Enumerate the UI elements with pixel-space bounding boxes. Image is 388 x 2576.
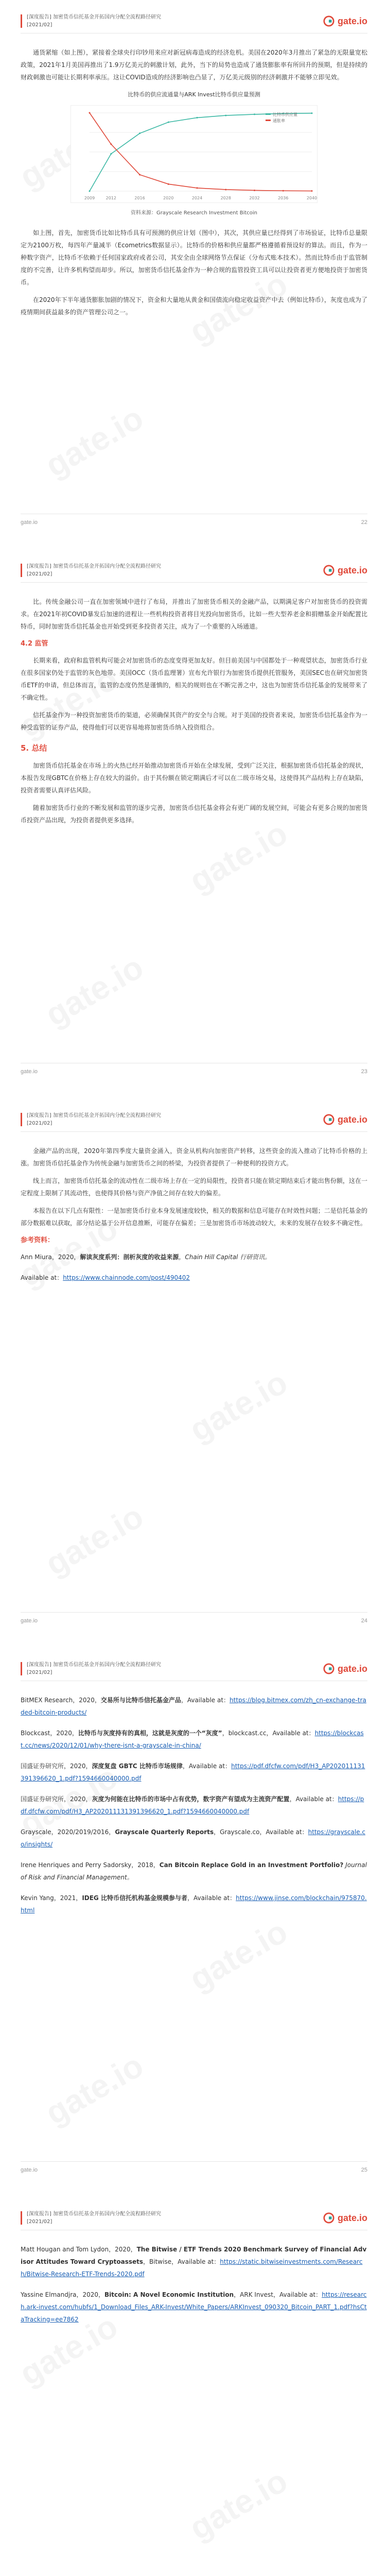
paragraph: 信托基金作为一种投资加密货币的渠道，必须确保其资产的安全与合规。对于美国的投资者来说，加密货币信托基金作为一种受监管的证券产品，使得他们可以更容易地将加密货币纳入投资组合。 xyxy=(21,711,367,731)
reference-title: IDEG 比特币信托机构基金规模参与者 xyxy=(82,1894,187,1902)
reference-title: Can Bitcoin Replace Gold in an Investment Portfolio? xyxy=(159,1861,344,1869)
chart-container xyxy=(70,105,318,203)
watermark xyxy=(183,1912,294,1998)
data-point xyxy=(168,122,169,123)
report-title: [深度报告] 加密货币信托基金开拓国内分配全流程路径研究 xyxy=(27,564,161,569)
reference-link[interactable]: https://pdf.dfcfw.com/pdf/H3_AP202011131391396620_1.pdf?1594660040000.pdf xyxy=(21,1795,364,1815)
section-subheading: 参考资料： xyxy=(21,1236,55,1244)
reference-source: Journal of Risk and Financial Management。 xyxy=(21,1861,367,1881)
reference-text: ，Bitwise，Available at： xyxy=(143,2258,220,2265)
document-page xyxy=(0,2197,388,2576)
header-accent-bar xyxy=(21,1662,22,1675)
report-title: [深度报告] 加密货币信托基金开拓国内分配全流程路径研究 xyxy=(27,14,161,20)
data-point xyxy=(254,190,255,191)
report-date: [2021/02] xyxy=(27,1121,52,1126)
data-point xyxy=(254,113,255,115)
data-point xyxy=(139,174,140,176)
reference-source: ，Chain Hill Capital 行研资讯。 xyxy=(179,1253,271,1261)
report-date: [2021/02] xyxy=(27,571,52,577)
reference-entry xyxy=(21,1694,367,1719)
footer-site[interactable]: gate.io xyxy=(21,1618,38,1624)
paragraph: 如上图，首先，加密货币比如比特币具有可预测的供应计划（图中），其次，其供应量已经得到了市场验证，比特币总量限定为2100万枚，每四年产量减半（Ecometrics数据显示）。比特币的价格和供应量都严格遵循着预设好的算法。而且，作为一种数字资产，比特币不依赖于任何国家政府或者公司，其安全由全球网络节点保证（分布式账本技术）。然而比特币由于监管制度的不完善，让许多机构望而却步。所以，加密货币信托基金作为一种合规的监管投资工具可以让投资者更方便地投资于加密货币。 xyxy=(21,229,367,286)
report-date: [2021/02] xyxy=(27,2219,52,2225)
watermark xyxy=(39,1497,150,1583)
reference-title: Bitcoin: A Novel Economic Institution xyxy=(104,2291,234,2298)
document-page xyxy=(0,0,388,549)
data-point xyxy=(168,183,169,185)
paragraph: 金融产品的出现，2020年第四季度大量资金涌入，资金从机构向加密资产转移，这些资金的流入推动了比特币价格的上涨。加密货币信托基金作为传统金融与加密货币之间的桥梁，为投资者提供了一种便利的投资方式。 xyxy=(21,1147,367,1167)
data-point xyxy=(139,132,140,134)
page-header xyxy=(27,1661,253,1676)
footer-site[interactable]: gate.io xyxy=(21,519,38,526)
paragraph: 加密货币信托基金在市场上的火热已经开始推动加密货币开始在全球发展，受到广泛关注，根据加密货币信托基金的现状，本报告发现GBTC在价格上存在较大的溢价。由于其份额在锁定期满后才可以在二级市场交易，这使得其产品结构上存在缺陷，投资者需要认真评估风险。 xyxy=(21,762,367,794)
paragraph: 本报告在以下几点有限性：一是加密货币行业本身发展速度较快，相关的数据和信息可能存在时效性问题；二是信托基金的部分数据难以获取，部分结论基于公开信息推断，可能存在偏差；三是加密货币市场波动较大，未来的发展存在较多不确定性。 xyxy=(21,1207,367,1227)
supply-chart xyxy=(71,106,318,204)
gate-logo-icon xyxy=(323,1114,334,1125)
reference-entry xyxy=(21,1793,367,1818)
data-point xyxy=(110,153,112,155)
reference-text: Blockcast，2020， xyxy=(21,1730,78,1737)
figure-source: 资料来源：Grayscale Research Investment Bitcoin xyxy=(130,210,257,216)
reference-title: 灰度为何能在比特币的市场中占有优势，数字资产有望成为主流资产配置 xyxy=(92,1795,290,1803)
reference-text: Ann Miura，2020， xyxy=(21,1253,80,1261)
paragraph: 比。传统金融公司一直在加密领域中进行了布局，并推出了加密货币相关的金融产品，以期满足客户对加密货币的投资需求。在2021年初COVID暴发后加速的进程让一些机构投资者将目光投向加密货币，比如一些大型养老金和捐赠基金开始配置比特币，同时加密货币信托基金也开始受到更多投资者关注，成为了一个重要的入场通道。 xyxy=(21,598,367,630)
footer-divider xyxy=(21,2161,367,2162)
page-header xyxy=(27,1112,253,1127)
page-number: 24 xyxy=(361,1618,367,1624)
reference-text: ，Available at： xyxy=(187,1894,236,1902)
reference-text: 国盛证券研究所，2020， xyxy=(21,1795,92,1803)
brand-name: gate.io xyxy=(337,2212,367,2223)
brand-name: gate.io xyxy=(337,15,367,26)
section-subheading: 4.2 监管 xyxy=(21,640,48,648)
brand-name: gate.io xyxy=(337,1114,367,1125)
header-accent-bar xyxy=(21,14,22,28)
report-title: [深度报告] 加密货币信托基金开拓国内分配全流程路径研究 xyxy=(27,1662,161,1668)
header-accent-bar xyxy=(21,2211,22,2225)
data-point xyxy=(311,112,313,114)
reference-text: Yassine Elmandjra，2020， xyxy=(21,2291,105,2298)
x-tick-label: 2012 xyxy=(105,196,116,200)
reference-link[interactable]: https://research.ark-invest.com/hubfs/1_Download_Files_ARK-Invest/White_Papers/ARKInvest_090320_Bitcoin_PART_1.pdf?hsCtaTracking=ee7862 xyxy=(21,2291,367,2323)
x-tick-label: 2020 xyxy=(163,196,174,200)
reference-entry xyxy=(21,2243,367,2280)
reference-text: ，blockcast.cc，Available at： xyxy=(222,1730,315,1737)
reference-title: The Bitwise / ETF Trends 2020 Benchmark Survey of Financial Advisor Attitudes Toward Cryptoassets xyxy=(21,2246,367,2265)
header-divider xyxy=(21,582,367,583)
data-point xyxy=(283,190,284,192)
document-page xyxy=(0,549,388,1098)
figure-title: 比特币的供应流通量与ARK Invest比特币供应量预测 xyxy=(128,91,260,98)
data-point xyxy=(89,112,91,114)
reference-text: Available at： xyxy=(21,1274,63,1281)
reference-link[interactable]: https://pdf.dfcfw.com/pdf/H3_AP202011131391396620_1.pdf?1594660040000.pdf xyxy=(21,1762,365,1782)
page-header xyxy=(27,13,253,29)
reference-link[interactable]: https://static.bitwiseinvestments.com/Research/Bitwise-Research-ETF-Trends-2020.pdf xyxy=(21,2258,363,2278)
paragraph: 长期来看，政府和监管机构可能会对加密货币的态度变得更加友好。但目前美国与中国都处于一种观望状态，加密货币行业在很多国家仍处于监管的灰色地带。美国OCC（货币监理署）宣布允许银行为加密货币提供托管服务，美国SEC也在研究加密货币ETF的申请，但总体而言，监管的态度仍然是谨慎的，相关的规则也在不断完善之中，这也为加密货币信托基金的发展带来了不确定性。 xyxy=(21,657,367,701)
page-content xyxy=(21,2243,367,2334)
data-point xyxy=(225,189,226,190)
reference-text: 国盛证券研究所，2020， xyxy=(21,1762,92,1770)
reference-text: Matt Hougan and Tom Lydon，2020， xyxy=(21,2246,137,2253)
watermark xyxy=(183,2461,294,2547)
gate-logo-icon xyxy=(323,2212,334,2224)
reference-link[interactable]: https://grayscale.co/insights/ xyxy=(21,1828,366,1848)
brand-name: gate.io xyxy=(337,565,367,575)
data-point xyxy=(311,190,313,192)
page-number: 22 xyxy=(361,519,367,526)
reference-text: Kevin Yang，2021， xyxy=(21,1894,82,1902)
page-content xyxy=(21,46,367,324)
reference-text: ，Available at： xyxy=(182,1762,232,1770)
paragraph: 线上而言，加密货币信托基金的流动性在二级市场上存在一定的局限性，投资者只能在锁定期结束后才能出售份额，这在一定程度上限制了其流动性，也使得其价格与资产净值之间存在较大的偏差。 xyxy=(21,1177,367,1197)
reference-entry xyxy=(21,1859,367,1884)
paragraph: 在2020年下半年通货膨胀加剧的情况下，资金和大量地从黄金和国债流向稳定收益资产中去（例如比特币），灰度也成为了疫情期间获益最多的资产管理公司之一。 xyxy=(21,296,367,316)
legend-label: 通胀率 xyxy=(273,118,285,123)
report-date: [2021/02] xyxy=(27,22,52,28)
report-title: [深度报告] 加密货币信托基金开拓国内分配全流程路径研究 xyxy=(27,2211,161,2217)
reference-title: 比特币与灰度持有的真相，这就是灰度的一个“灰度” xyxy=(78,1730,222,1737)
x-tick-label: 2036 xyxy=(278,196,289,200)
gate-logo-icon xyxy=(323,15,334,27)
reference-text: ，Available at： xyxy=(181,1697,230,1704)
watermark xyxy=(39,398,150,484)
footer-site[interactable]: gate.io xyxy=(21,1069,38,1075)
legend-swatch xyxy=(266,113,271,115)
document-page xyxy=(0,1648,388,2197)
reference-text: ，ARK Invest，Available at： xyxy=(234,2291,322,2298)
page-content xyxy=(21,596,367,832)
header-divider xyxy=(21,1131,367,1132)
brand-name: gate.io xyxy=(337,1663,367,1674)
reference-title: 交易所与比特币信托基金产品 xyxy=(100,1697,181,1704)
page-number: 23 xyxy=(361,1069,367,1075)
x-tick-label: 2024 xyxy=(191,196,203,200)
brand-logo[interactable] xyxy=(323,564,367,577)
x-tick-label: 2016 xyxy=(134,196,145,200)
footer-site[interactable]: gate.io xyxy=(21,2167,38,2173)
reference-text: ，Available at： xyxy=(289,1795,338,1803)
x-tick-label: 2040 xyxy=(306,196,318,200)
paragraph: 随着加密货币行业的不断发展和监管的逐步完善，加密货币信托基金将会有更广阔的发展空间，可能会有更多合规的加密货币投资产品出现，为投资者提供更多选择。 xyxy=(21,804,367,824)
page-number: 25 xyxy=(361,2167,367,2173)
watermark xyxy=(39,947,150,1033)
paragraph: 通货紧缩（如上图），紧接着全球央行印钞用来应对新冠病毒造成的经济危机。美国在2020年3月推出了紧急的无限量宽松政策，2021年1月美国再推出了1.9万亿美元的刺激计划，此外，当下的局势也造成了通货膨胀率有所回升的预期，但是持续的财政刺激也可能让长期利率承压。这让COVID造成的经济影响也凸显了，万亿美元级别的经济刺激并不能够立即见效。 xyxy=(21,49,367,81)
report-title: [深度报告] 加密货币信托基金开拓国内分配全流程路径研究 xyxy=(27,1113,161,1118)
reference-entry xyxy=(21,1727,367,1752)
gate-logo-icon xyxy=(323,565,334,576)
reference-text: ，Grayscale.co，Available at： xyxy=(214,1828,308,1836)
header-accent-bar xyxy=(21,1113,22,1126)
brand-logo[interactable] xyxy=(323,2211,367,2225)
legend-swatch xyxy=(266,120,271,121)
reference-entry xyxy=(21,1826,367,1851)
page-header xyxy=(27,563,253,578)
reference-title: 深度复盘 GBTC 比特币市场规律 xyxy=(92,1762,183,1770)
reference-entry xyxy=(21,1251,367,1263)
report-date: [2021/02] xyxy=(27,1670,52,1675)
data-point xyxy=(225,115,226,116)
reference-link[interactable]: https://blockcast.cc/news/2020/12/01/why-there-isnt-a-grayscale-in-china/ xyxy=(21,1730,364,1749)
reference-link[interactable]: https://www.jinse.com/blockchain/975870.html xyxy=(21,1894,367,1914)
reference-text: BitMEX Research，2020， xyxy=(21,1697,101,1704)
reference-entry xyxy=(21,1272,367,1284)
watermark xyxy=(183,1363,294,1449)
x-tick-label: 2009 xyxy=(84,196,95,200)
brand-logo[interactable] xyxy=(323,14,367,28)
footer-divider xyxy=(21,1612,367,1613)
reference-link[interactable]: https://www.chainnode.com/post/490402 xyxy=(63,1274,190,1281)
section-heading: 5. 总结 xyxy=(21,743,47,753)
reference-entry xyxy=(21,1892,367,1917)
legend-label: 比特币供应量 xyxy=(273,112,297,117)
x-tick-label: 2028 xyxy=(220,196,231,200)
x-tick-label: 2032 xyxy=(249,196,260,200)
watermark xyxy=(39,2046,150,2132)
brand-logo[interactable] xyxy=(323,1662,367,1675)
page-content xyxy=(21,1694,367,1925)
reference-title: 解读灰度系列：剖析灰度的收益来源 xyxy=(80,1253,179,1261)
reference-link[interactable]: https://blog.bitmex.com/zh_cn-exchange-traded-bitcoin-products/ xyxy=(21,1697,366,1716)
data-point xyxy=(110,143,112,145)
header-accent-bar xyxy=(21,564,22,577)
page-header xyxy=(27,2210,253,2226)
brand-logo[interactable] xyxy=(323,1113,367,1126)
reference-entry xyxy=(21,1760,367,1785)
page-content xyxy=(21,1145,367,1292)
gate-logo-icon xyxy=(323,1663,334,1674)
reference-text: Grayscale，2020/2019/2016， xyxy=(21,1828,115,1836)
reference-title: Grayscale Quarterly Reports xyxy=(115,1828,214,1836)
document-page xyxy=(0,1098,388,1648)
data-point xyxy=(197,187,198,189)
reference-text: Irene Henriques and Perry Sadorsky，2018， xyxy=(21,1861,160,1869)
data-point xyxy=(197,117,198,118)
reference-entry xyxy=(21,2289,367,2326)
data-point xyxy=(89,191,91,192)
